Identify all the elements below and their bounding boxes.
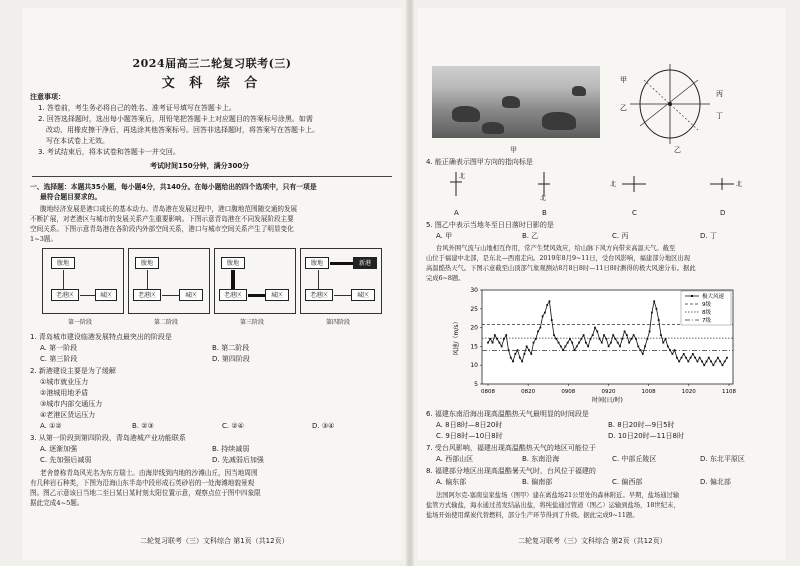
data-point <box>583 334 585 336</box>
data-point <box>601 342 603 344</box>
data-point <box>710 361 712 363</box>
q5-option: A. 甲 <box>436 232 453 240</box>
data-point <box>510 357 512 359</box>
data-point <box>699 357 701 359</box>
x-tick-label: 1108 <box>721 389 736 395</box>
q3-option: B. 持续减弱 <box>212 445 250 453</box>
data-point <box>621 338 623 340</box>
data-point <box>571 342 573 344</box>
stage-label: 第一阶段 <box>68 319 93 326</box>
data-point <box>587 346 589 348</box>
data-point <box>542 315 544 317</box>
exam-subject: 文 科 综 合 <box>161 76 263 91</box>
data-point <box>615 338 617 340</box>
data-point <box>498 342 500 344</box>
q7-option: B. 东南沿海 <box>522 455 560 463</box>
x-tick-label: 0820 <box>521 389 536 395</box>
note-line: 2. 回答选择题时，选出每小题答案后，用铅笔把答题卡上对应题目的答案标号涂黑。如需 <box>38 115 313 123</box>
page-fold <box>406 0 414 566</box>
data-point <box>551 319 553 321</box>
data-point <box>681 357 683 359</box>
data-point <box>594 327 596 329</box>
passage-line: 法国阿尔克-塞南皇家盐场（图甲）建在离盐场21公里处的森林附近。早期，盐场通过输 <box>436 492 680 499</box>
stage-box: 城区 <box>351 289 375 301</box>
q1-option: D. 第四阶段 <box>212 355 250 363</box>
data-point <box>564 346 566 348</box>
data-point <box>717 357 719 359</box>
question-2: 2. 新港建设主要是为了缓解 <box>30 367 116 375</box>
data-point <box>671 353 673 355</box>
compass-north-label: 北 <box>540 195 547 202</box>
divider <box>32 176 392 177</box>
q3-option: A. 逐渐加强 <box>40 445 78 453</box>
stage-label: 第三阶段 <box>240 319 265 326</box>
data-point <box>640 349 642 351</box>
data-point <box>592 334 594 336</box>
note-line: 写在本试卷上无效。 <box>46 137 109 145</box>
stage-panel <box>128 248 210 314</box>
question-4: 4. 能正确表示图甲方向的指向标是 <box>426 158 533 166</box>
data-point <box>701 361 703 363</box>
legend-label: 极大风速 <box>702 294 725 300</box>
data-point <box>637 346 639 348</box>
stage-box: 城区 <box>95 289 117 301</box>
data-point <box>676 357 678 359</box>
q4-option: C <box>632 209 637 217</box>
x-tick-label: 0920 <box>601 389 616 395</box>
data-point <box>539 327 541 329</box>
data-point <box>706 361 708 363</box>
data-point <box>692 353 694 355</box>
q1-option: C. 第三阶段 <box>40 355 78 363</box>
q8-option: D. 偏北部 <box>700 478 731 486</box>
q4-option: A <box>454 209 459 217</box>
stage-box: 城区 <box>179 289 203 301</box>
data-point <box>724 361 726 363</box>
y-axis-label: 风速/（m/s） <box>453 318 460 356</box>
stage-panel <box>300 248 382 314</box>
dial-label: 丙 <box>716 90 723 98</box>
q5-option: D. 丁 <box>700 232 717 240</box>
compass-d <box>710 178 742 190</box>
passage-line: 山位于福建中北部，是东北—西南走向。2019年8月9~11日，受台风影响，福建部分地区出现 <box>426 255 691 262</box>
q6-option: D. 10日20时—11日8时 <box>608 432 685 440</box>
legend-swatch-marker <box>691 295 693 297</box>
x-axis-label: 时间(日/时) <box>592 397 623 404</box>
data-point <box>656 308 658 310</box>
dial-label: 丁 <box>716 112 723 120</box>
data-point <box>560 346 562 348</box>
q1-option: B. 第二阶段 <box>212 344 250 352</box>
y-tick-label: 15 <box>470 343 478 351</box>
data-point <box>576 346 578 348</box>
data-point <box>596 330 598 332</box>
q7-option: D. 东北平原区 <box>700 455 745 463</box>
dial-label: 甲 <box>620 76 627 84</box>
figure-label-jia: 甲 <box>510 146 517 154</box>
q2-item: ②港城用地矛盾 <box>40 389 89 397</box>
q3-option: D. 先减弱后加强 <box>212 456 264 464</box>
data-point <box>626 334 628 336</box>
q4-option: D <box>720 209 726 217</box>
data-point <box>642 353 644 355</box>
data-point <box>624 330 626 332</box>
data-point <box>505 334 507 336</box>
compass-north-label: 北 <box>736 181 743 188</box>
data-point <box>722 364 724 366</box>
y-tick-label: 30 <box>470 287 478 294</box>
data-point <box>667 346 669 348</box>
legend-label: 9级 <box>702 302 711 308</box>
data-point <box>653 300 655 302</box>
data-point <box>553 334 555 336</box>
data-point <box>603 334 605 336</box>
data-point <box>605 338 607 340</box>
exam-info: 考试时间150分钟，满分300分 <box>150 162 250 170</box>
data-point <box>617 342 619 344</box>
q7-option: A. 西部山区 <box>436 455 474 463</box>
data-point <box>674 349 676 351</box>
compass-north-label: 北 <box>610 181 617 188</box>
data-point <box>644 346 646 348</box>
passage-line: 高温酷热天气。下图示意截至山顶部气象观测站8月8日8时—11日8时测得的极大风速分布。据此 <box>426 265 696 272</box>
y-tick-label: 10 <box>470 362 478 370</box>
passage-line: 盐场开始使用煤炭代替燃料，部分生产环节得到了升级。据此完成9~11题。 <box>426 512 639 519</box>
note-line: 改动，用橡皮擦干净后，再选涂其他答案标号。回答非选择题时，将答案写在答题卡上。 <box>46 126 319 134</box>
data-point <box>492 342 494 344</box>
data-point <box>535 338 537 340</box>
x-tick-label: 1020 <box>681 389 696 395</box>
stage-box: 腹地 <box>51 257 75 269</box>
q4-option: B <box>542 209 547 217</box>
data-point <box>567 342 569 344</box>
stage-box: 老港区 <box>133 289 161 301</box>
data-point <box>628 342 630 344</box>
q7-option: C. 中部丘陵区 <box>612 455 657 463</box>
data-point <box>530 353 532 355</box>
intro-line: 1~3题。 <box>30 235 58 243</box>
passage-line: 据此完成4~5题。 <box>30 499 84 507</box>
data-point <box>649 330 651 332</box>
data-point <box>524 353 526 355</box>
data-point <box>610 342 612 344</box>
data-point <box>662 342 664 344</box>
passage-line: 台风外围气流与山地相互作用，常产生焚风效应，给山脉下风方向带来高温天气。截至 <box>436 245 676 252</box>
data-point <box>665 338 667 340</box>
data-point <box>580 338 582 340</box>
data-point <box>501 346 503 348</box>
q3-option: C. 先加强后减弱 <box>40 456 92 464</box>
q8-option: B. 偏南部 <box>522 478 553 486</box>
data-point <box>487 342 489 344</box>
q2-option: D. ③④ <box>312 422 335 430</box>
data-point <box>585 342 587 344</box>
data-point <box>612 334 614 336</box>
q2-item: ①城市就业压力 <box>40 378 89 386</box>
x-tick-label: 0908 <box>561 389 576 395</box>
stage-label: 第二阶段 <box>154 319 179 326</box>
compass-north-label: 北 <box>459 173 466 180</box>
q2-option: B. ②③ <box>132 422 154 430</box>
q2-item: ③城市内部交通压力 <box>40 400 103 408</box>
passage-line: 老舍曾称青岛风光名为东方瑞士。由海岸线到内地的沙滩山丘，因当地周围 <box>40 469 258 477</box>
q5-option: C. 丙 <box>612 232 629 240</box>
question-3: 3. 从第一阶段到第四阶段，青岛港城产业功能联系 <box>30 434 186 442</box>
data-point <box>526 346 528 348</box>
intro-line: 空间关系。下图示意青岛港在各阶段内外部空间关系，港口与城市空间关系产生了明显变化 <box>30 225 294 233</box>
passage-line: 盐管方式输盐，海水通过蒸发结晶出盐，将纯盐通过管道（图乙）运输到盐场，18世纪末， <box>426 502 680 509</box>
y-tick-label: 25 <box>470 305 478 313</box>
dial-label: 乙 <box>620 104 627 112</box>
data-point <box>555 338 557 340</box>
question-7: 7. 受台风影响，福建出现高温酷热天气的地区可能位于 <box>426 444 596 452</box>
y-tick-label: 5 <box>474 381 478 388</box>
question-6: 6. 福建东南沿海出现高温酷热天气最明显的时间段是 <box>426 410 589 418</box>
data-point <box>496 338 498 340</box>
data-point <box>619 346 621 348</box>
q2-item: ④老港区货运压力 <box>40 411 96 419</box>
q2-option: C. ②④ <box>222 422 244 430</box>
section-title: 一、选择题：本题共35小题，每小题4分，共140分。在每小题给出的四个选项中，只有一项是 <box>30 183 317 191</box>
data-point <box>521 361 523 363</box>
data-point <box>712 364 714 366</box>
data-point <box>508 349 510 351</box>
salt-works-photo <box>432 66 600 138</box>
page-footer: 二轮复习联考（三）文科综合 第1页（共12页） <box>140 537 289 545</box>
stage-box: 城区 <box>265 289 289 301</box>
wind-speed-chart <box>448 284 748 406</box>
sun-path-diagram <box>618 60 738 150</box>
data-point <box>631 338 633 340</box>
data-point <box>517 349 519 351</box>
exam-title: 2024届高三二轮复习联考(三) <box>132 57 292 70</box>
data-point <box>669 349 671 351</box>
page-footer: 二轮复习联考（三）文科综合 第2页（共12页） <box>518 537 667 545</box>
data-point <box>494 334 496 336</box>
data-point <box>537 330 539 332</box>
data-point <box>683 353 685 355</box>
notes-heading: 注意事项： <box>30 93 65 101</box>
stage-box: 腹地 <box>305 257 329 269</box>
stages-figure <box>42 248 382 328</box>
compass-options <box>426 168 776 208</box>
figure-label-yi: 乙 <box>674 146 681 154</box>
data-point <box>519 357 521 359</box>
data-point <box>678 361 680 363</box>
data-point <box>646 338 648 340</box>
stage-label: 第四阶段 <box>326 319 351 326</box>
note-line: 3. 考试结束后，将本试卷和答题卡一并交回。 <box>38 148 180 156</box>
q2-option: A. ①② <box>40 422 62 430</box>
data-point <box>578 342 580 344</box>
left-page <box>22 8 402 560</box>
stage-box: 老港区 <box>305 289 333 301</box>
stage-box: 老港区 <box>219 289 247 301</box>
q6-option: C. 9日8时—10日8时 <box>436 432 503 440</box>
question-5: 5. 图乙中表示当地冬至日日落时日影的是 <box>426 221 554 229</box>
data-point <box>633 334 635 336</box>
stage-box: 新港 <box>353 257 377 269</box>
data-point <box>703 364 705 366</box>
data-point <box>528 349 530 351</box>
compass-a <box>450 172 465 196</box>
data-point <box>726 357 728 359</box>
data-point <box>590 338 592 340</box>
intro-line: 不断扩展，对老港区与城市的发展关系产生重要影响。下图示意青岛港在不同发展阶段主要 <box>30 215 294 223</box>
data-point <box>569 338 571 340</box>
q5-option: B. 乙 <box>522 232 539 240</box>
data-point <box>697 361 699 363</box>
note-line: 1. 答卷前，考生务必将自己的姓名、准考证号填写在答题卡上。 <box>38 104 236 112</box>
x-tick-label: 1008 <box>641 389 656 395</box>
data-point <box>549 300 551 302</box>
data-point <box>503 338 505 340</box>
passage-line: 有几种岩石种类，下图为沿海山东半岛中段形成石英砂岩的一处海滩地貌景观 <box>30 479 255 487</box>
intro-line: 腹地经济发展是港口成长的基本动力。青岛港在发展过程中，港口腹地范围随交通的发展 <box>40 205 298 213</box>
stage-box: 腹地 <box>221 257 245 269</box>
data-point <box>694 357 696 359</box>
data-point <box>533 342 535 344</box>
data-point <box>544 312 546 314</box>
stage-box: 老港区 <box>51 289 79 301</box>
data-point <box>608 346 610 348</box>
question-8: 8. 福建部分地区出现高温酷暑天气时，台风位于福建的 <box>426 467 596 475</box>
q6-option: A. 8日8时—8日20时 <box>436 421 503 429</box>
data-point <box>546 304 548 306</box>
compass-c <box>610 176 646 192</box>
data-point <box>558 342 560 344</box>
section-title-2: 最符合题目要求的。 <box>40 193 102 201</box>
y-tick-label: 20 <box>470 324 478 332</box>
q1-option: A. 第一阶段 <box>40 344 78 352</box>
right-page <box>418 8 786 560</box>
data-point <box>687 361 689 363</box>
data-point <box>715 361 717 363</box>
x-tick-label: 0808 <box>481 389 495 395</box>
data-point <box>562 349 564 351</box>
legend-label: 8级 <box>702 310 711 316</box>
compass-b <box>538 172 550 202</box>
stage-panel <box>214 248 296 314</box>
data-point <box>719 361 721 363</box>
question-1: 1. 青岛城市建设临港发展特点最突出的阶段是 <box>30 333 172 341</box>
q6-option: B. 8日20时—9日5时 <box>608 421 675 429</box>
data-point <box>658 319 660 321</box>
passage-line: 完成6~8题。 <box>426 275 465 282</box>
data-point <box>690 357 692 359</box>
data-point <box>708 357 710 359</box>
q8-option: C. 偏西部 <box>612 478 643 486</box>
legend-label: 7级 <box>702 318 711 324</box>
data-point <box>651 312 653 314</box>
data-point <box>635 338 637 340</box>
stage-box: 腹地 <box>135 257 159 269</box>
data-point <box>574 349 576 351</box>
data-point <box>489 338 491 340</box>
q8-option: A. 偏东部 <box>436 478 467 486</box>
stage-panel <box>42 248 124 314</box>
data-point <box>512 361 514 363</box>
passage-line: 图。图乙示意该日当地二至日某日某时刻太阳位置示意，观察点位于图中四象限 <box>30 489 261 497</box>
data-point <box>599 338 601 340</box>
data-point <box>660 334 662 336</box>
data-point <box>514 353 516 355</box>
data-point <box>685 357 687 359</box>
